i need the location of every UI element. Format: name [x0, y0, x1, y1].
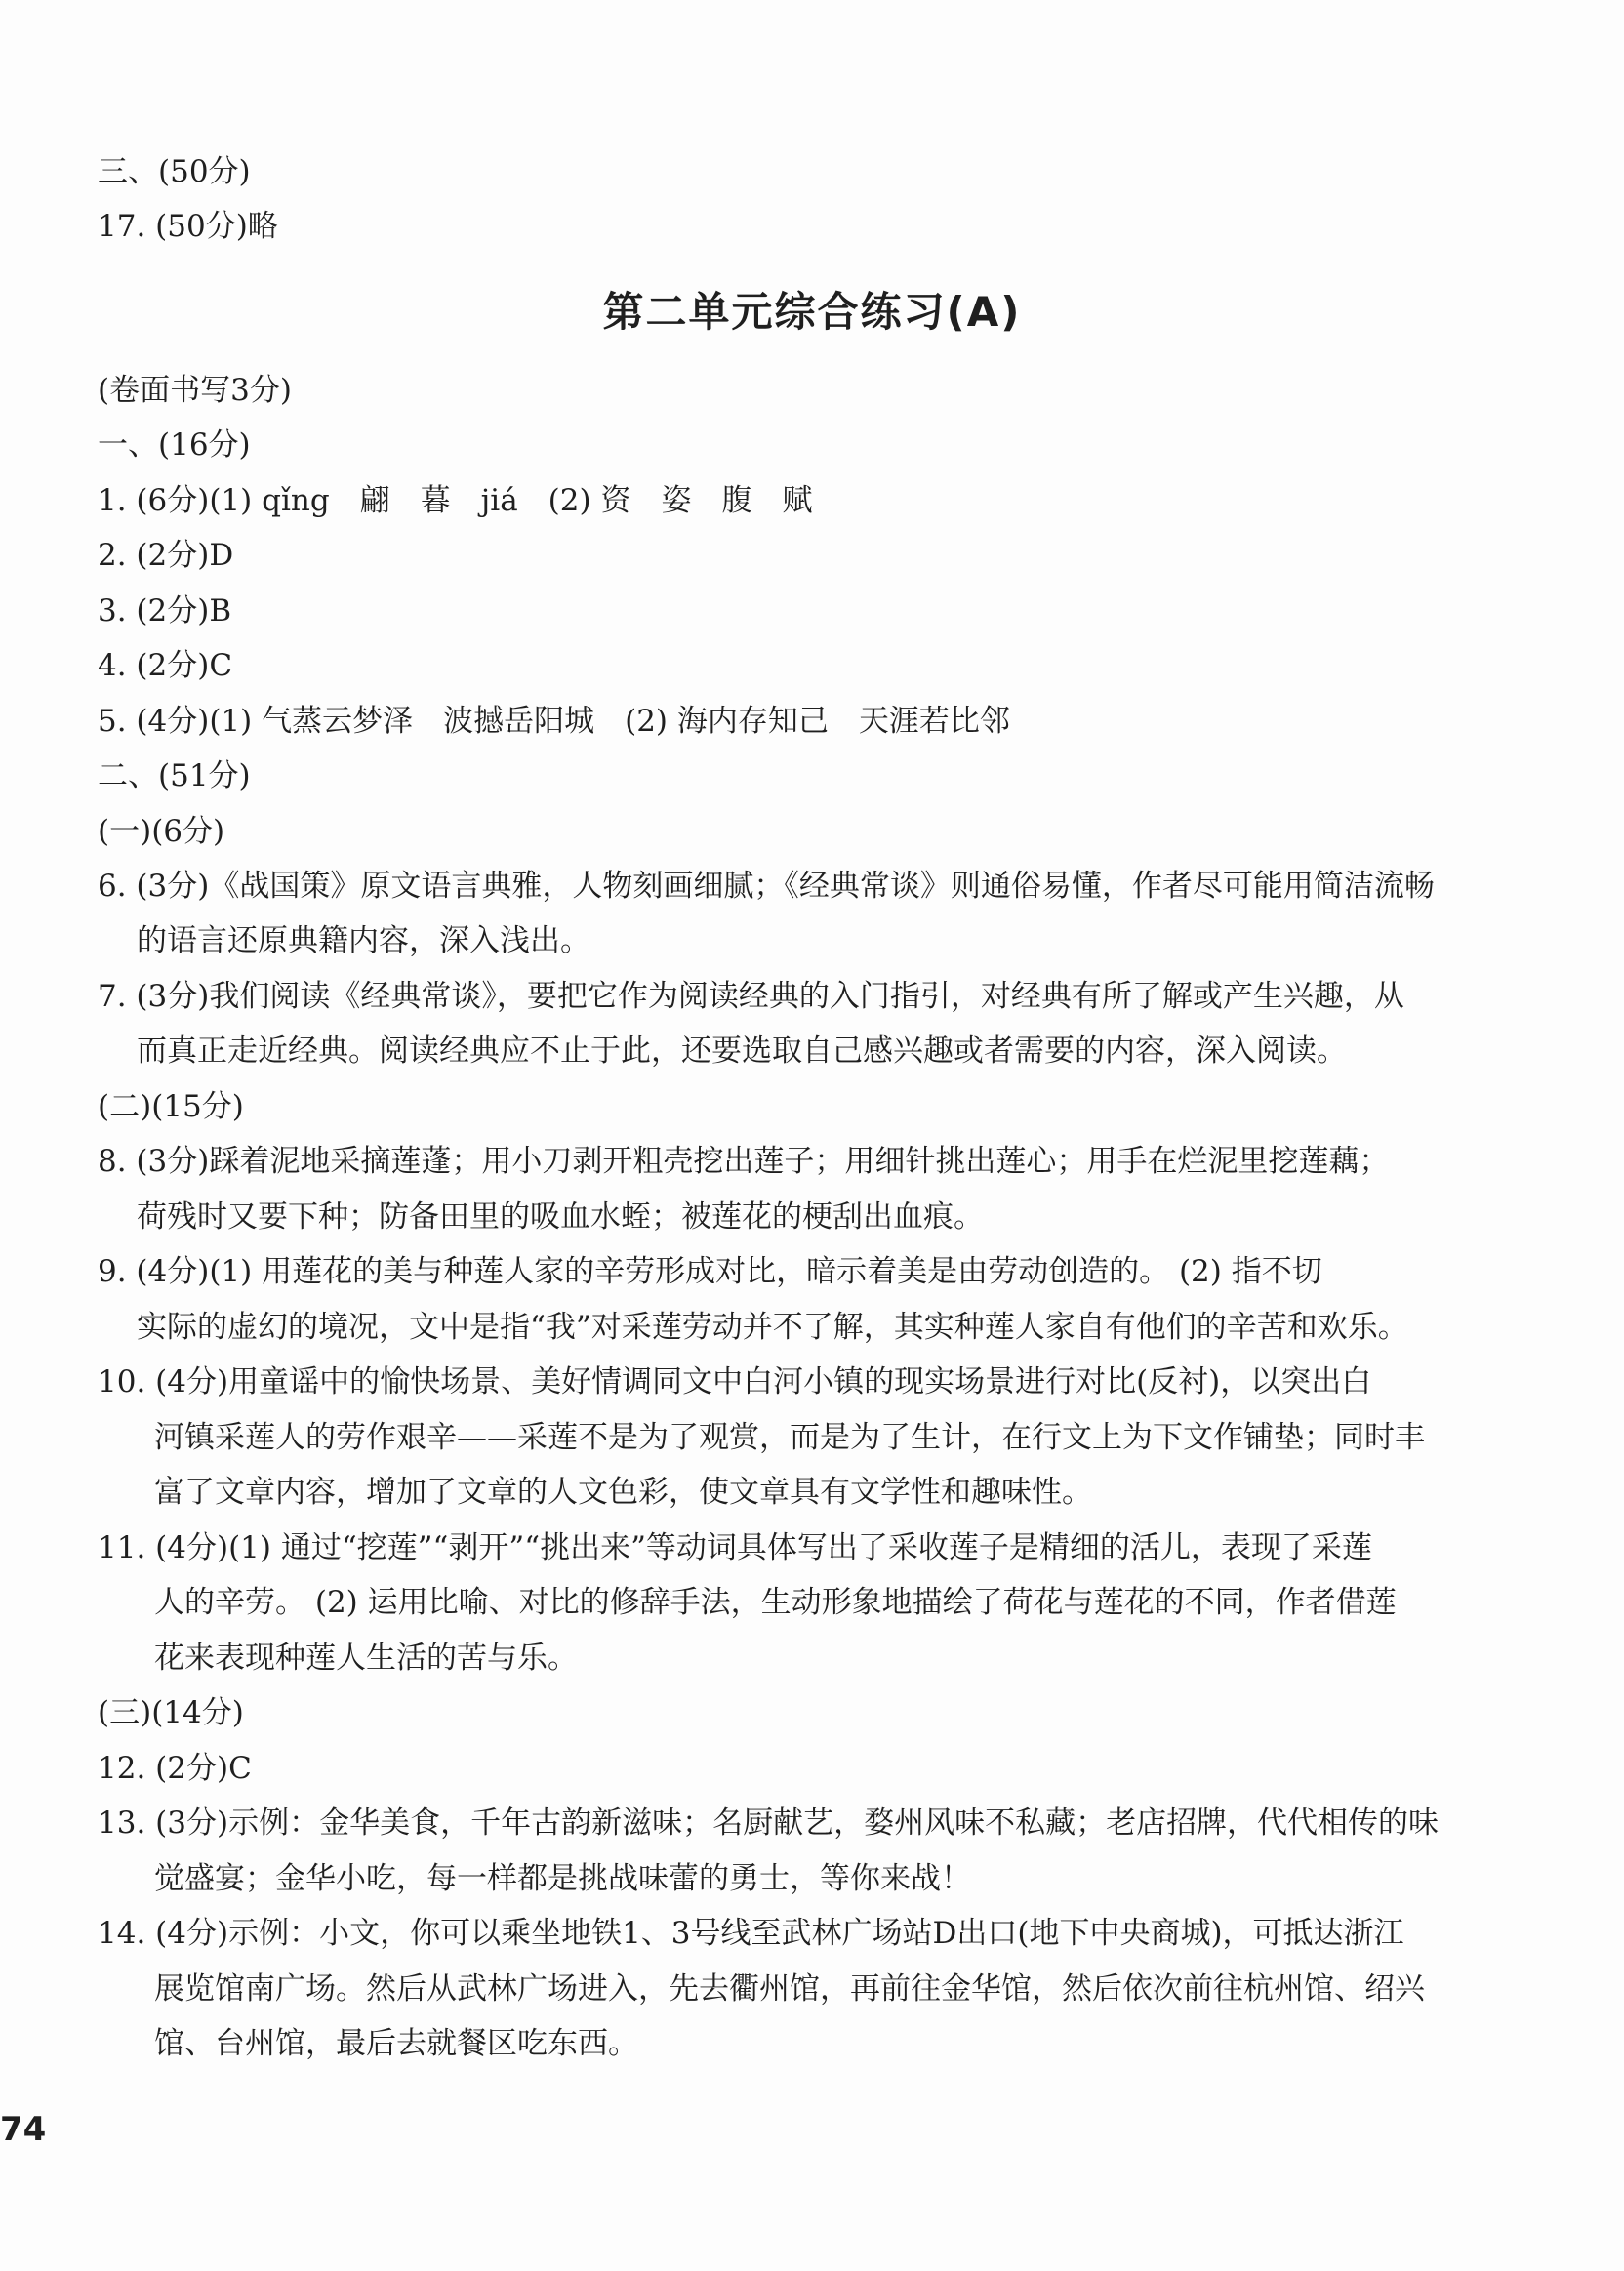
answer-12: 12. (2分)C	[98, 1751, 252, 1786]
answer-8-line-2: 荷残时又要下种；防备田里的吸血水蛭；被莲花的梗刮出血痕。	[137, 1199, 984, 1235]
answer-2: 2. (2分)D	[98, 538, 234, 573]
answer-13-line-1: 13. (3分)示例：金华美食，千年古韵新滋味；名厨献艺，婺州风味不私藏；老店招牌，代代相传的味	[98, 1805, 1440, 1841]
answer-3: 3. (2分)B	[98, 593, 232, 629]
answer-10-line-1: 10. (4分)用童谣中的愉快场景、美好情调同文中白河小镇的现实场景进行对比(反衬)，以突出白	[98, 1364, 1372, 1399]
answer-17: 17. (50分)略	[98, 209, 278, 244]
answer-11-line-3: 花来表现种莲人生活的苦与乐。	[154, 1641, 578, 1676]
answer-11-line-2: 人的辛劳。 (2) 运用比喻、对比的修辞手法，生动形象地描绘了荷花与莲花的不同，作者借莲	[154, 1585, 1397, 1620]
subsection-2-heading: (二)(15分)	[98, 1089, 244, 1124]
page-title: 第二单元综合练习(A)	[602, 288, 1022, 336]
answer-1: 1. (6分)(1) qǐng 翩 暮 jiá (2) 资 姿 腹 赋	[98, 483, 813, 518]
answer-7-line-2: 而真正走近经典。阅读经典应不止于此，还要选取自己感兴趣或者需要的内容，深入阅读。	[137, 1034, 1347, 1069]
answer-14-line-2: 展览馆南广场。然后从武林广场进入，先去衢州馆，再前往金华馆，然后依次前往杭州馆、绍兴	[154, 1971, 1425, 2007]
answer-9-line-2: 实际的虚幻的境况，文中是指“我”对采莲劳动并不了解，其实种莲人家自有他们的辛苦和欢乐。	[137, 1310, 1408, 1345]
section-3-heading: 三、(50分)	[98, 154, 251, 189]
subsection-3-heading: (三)(14分)	[98, 1695, 244, 1730]
answer-7-line-1: 7. (3分)我们阅读《经典常谈》，要把它作为阅读经典的入门指引，对经典有所了解或产生兴趣，从	[98, 979, 1404, 1014]
answer-8-line-1: 8. (3分)踩着泥地采摘莲蓬；用小刀剥开粗壳挖出莲子；用细针挑出莲心；用手在烂泥里挖莲藕；	[98, 1144, 1390, 1179]
answer-9-line-1: 9. (4分)(1) 用莲花的美与种莲人家的辛劳形成对比，暗示着美是由劳动创造的。 (2) 指不切	[98, 1254, 1322, 1289]
answer-10-line-3: 富了文章内容，增加了文章的人文色彩，使文章具有文学性和趣味性。	[154, 1475, 1092, 1510]
answer-6-line-2: 的语言还原典籍内容，深入浅出。	[137, 923, 590, 958]
part-2-heading: 二、(51分)	[98, 758, 251, 793]
answer-11-line-1: 11. (4分)(1) 通过“挖莲”“剥开”“挑出来”等动词具体写出了采收莲子是精细的活儿，表现了采莲	[98, 1530, 1372, 1565]
answer-6-line-1: 6. (3分)《战国策》原文语言典雅，人物刻画细腻；《经典常谈》则通俗易懂，作者尽可能用简洁流畅	[98, 869, 1435, 904]
subsection-1-heading: (一)(6分)	[98, 814, 225, 849]
answer-13-line-2: 觉盛宴；金华小吃，每一样都是挑战味蕾的勇士，等你来战！	[154, 1861, 971, 1896]
part-1-heading: 一、(16分)	[98, 427, 251, 463]
page-number: 74	[0, 2110, 47, 2149]
answer-4: 4. (2分)C	[98, 648, 233, 683]
answer-14-line-1: 14. (4分)示例：小文，你可以乘坐地铁1、3号线至武林广场站D出口(地下中央商城)，可抵达浙江	[98, 1916, 1404, 1951]
handwriting-note: (卷面书写3分)	[98, 373, 292, 408]
answer-5: 5. (4分)(1) 气蒸云梦泽 波撼岳阳城 (2) 海内存知己 天涯若比邻	[98, 704, 1010, 739]
answer-10-line-2: 河镇采莲人的劳作艰辛——采莲不是为了观赏，而是为了生计，在行文上为下文作铺垫；同时丰	[154, 1420, 1425, 1455]
answer-14-line-3: 馆、台州馆，最后去就餐区吃东西。	[154, 2026, 638, 2061]
